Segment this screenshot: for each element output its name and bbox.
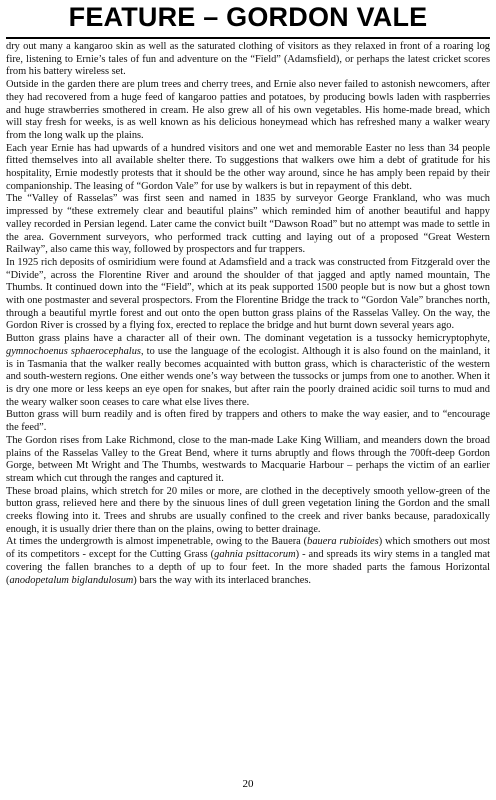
- paragraph: [6, 143, 490, 194]
- paragraph-text: ) bars the way with its interlaced branches.: [133, 574, 312, 586]
- paragraph: [6, 79, 490, 143]
- paragraph-text: , to use the language of the ecologist. Although it is also found on the mainland, it is in Tasmania that the walker really becomes acquainted with button grass, which is characteristic of the western and south-western regions. One either wends one’s way between the tussocks or jumps from one to another. When it is dry one more or less keeps an eye open for snakes, but after rain the poorly drained acidic soil turns to mud and the weary walker soon ceases to care what else lives there.: [6, 345, 490, 408]
- scientific-name: gymnochoenus sphaerocephalus: [6, 345, 141, 357]
- paragraph: [6, 435, 490, 486]
- paragraph-text: Each year Ernie has had upwards of a hundred visitors and one wet and memorable Easter no less than 34 people fitted themselves into all available shelter there. To suggestions that walkers owe him a debt of gratitude for his hospitality, Ernie modestly protests that it should be the other way around, since he has amply been repaid by their companionship. The leasing of “Gordon Vale” for use by walkers is but in repayment of this debt.: [6, 142, 490, 192]
- paragraph-text: Outside in the garden there are plum trees and cherry trees, and Ernie also never failed to astonish newcomers, after they had recovered from a huge feed of kangaroo patties and potatoes, by producing bowls laden with raspberries and huge strawberries smothered in cream. He also grew all of his own vegetables. His home-made bread, which will stay fresh for weeks, is as well known as his delicious honeymead which has refreshed many a walker weary from the long walk up the plains.: [6, 79, 490, 141]
- paragraph-text: These broad plains, which stretch for 20 miles or more, are clothed in the deceptively smooth yellow-green of the button grass, relieved here and there by the sinuous lines of dull green vegetation lining the Gordon and the small creeks flowing into it. Trees and shrubs are usually confined to the creek and river banks because, paradoxically enough, it is usually drier there than on the plains, owing to better drainage.: [6, 485, 490, 535]
- paragraph: [6, 486, 490, 537]
- scientific-name: bauera rubioides: [307, 536, 379, 548]
- paragraph-text: The Gordon rises from Lake Richmond, close to the man-made Lake King William, and meanders down the broad plains of the Rasselas Valley to the Great Bend, where it turns abruptly and flows through the 700ft-deep Gordon Gorge, between Mt Wright and The Thumbs, westwards to Macquarie Harbour – perhaps the victim of an earlier stream which cut through the ranges and captured it.: [6, 434, 490, 484]
- paragraph-text: ) which smothers out most of its competitors - except for the Cutting Grass (: [6, 536, 491, 561]
- paragraph-text: Button grass will burn readily and is often fired by trappers and others to make the way easier, and to “encourage the feed”.: [6, 409, 490, 434]
- paragraph-text: At times the undergrowth is almost impenetrable, owing to the Bauera (: [6, 536, 308, 548]
- title-rule: [6, 37, 490, 39]
- paragraph: [6, 333, 490, 409]
- paragraph: [6, 409, 490, 434]
- paragraph: [6, 41, 490, 79]
- paragraph-text: Button grass plains have a character all of their own. The dominant vegetation is a tussocky hemicryptophyte,: [6, 333, 490, 345]
- paragraph: [6, 257, 490, 333]
- paragraph: [6, 193, 490, 257]
- scientific-name: gahnia psittacorum: [214, 549, 296, 561]
- paragraph-text: ) - and spreads its wiry stems in a tangled mat covering the fallen branches to a depth of up to four feet. In the more shaded parts the famous Horizontal (: [6, 549, 490, 586]
- scientific-name: anodopetalum biglandulosum: [9, 574, 134, 586]
- paragraph-text: The “Valley of Rasselas” was first seen and named in 1835 by surveyor George Frankland, who was much impressed by “these extremely clear and beautiful plains” which reminded him of another beautiful and happy valley recorded in Persian legend. Later came the convict built “Dawson Road” but no attempt was made to settle in the area. Government surveyors, who performed track cutting and laying out of a proposed “Great Western Railway”, also came this way, followed by prospectors and fur trappers.: [6, 193, 490, 256]
- paragraph-text: In 1925 rich deposits of osmiridium were found at Adamsfield and a track was constructed from Fitzgerald over the “Divide”, across the Florentine River and around the shoulder of that jagged and aptly named mountain, The Thumbs. It continued down into the “Field”, which at its peak supported 1500 people but is now but a ghost town with one postmaster and several prospectors. From the Florentine Bridge the track to “Gordon Vale” branches north, through a beautiful myrtle forest and out onto the open button grass plains of the Rasselas Valley. On the way, the Gordon River is crossed by a flying fox, erected to replace the bridge and hut burnt down several years ago.: [6, 256, 490, 332]
- paragraph-text: dry out many a kangaroo skin as well as the saturated clothing of visitors as they relaxed in front of a roaring log fire, listening to Ernie’s tales of fun and adventure on the “Field” (Adamsfield), or perhaps the latest cricket scores from his battery wireless set.: [6, 41, 490, 78]
- page-number: 20: [242, 778, 254, 790]
- paragraph: [6, 536, 490, 587]
- page-title: FEATURE – GORDON VALE: [68, 2, 428, 32]
- article-body: [6, 41, 490, 587]
